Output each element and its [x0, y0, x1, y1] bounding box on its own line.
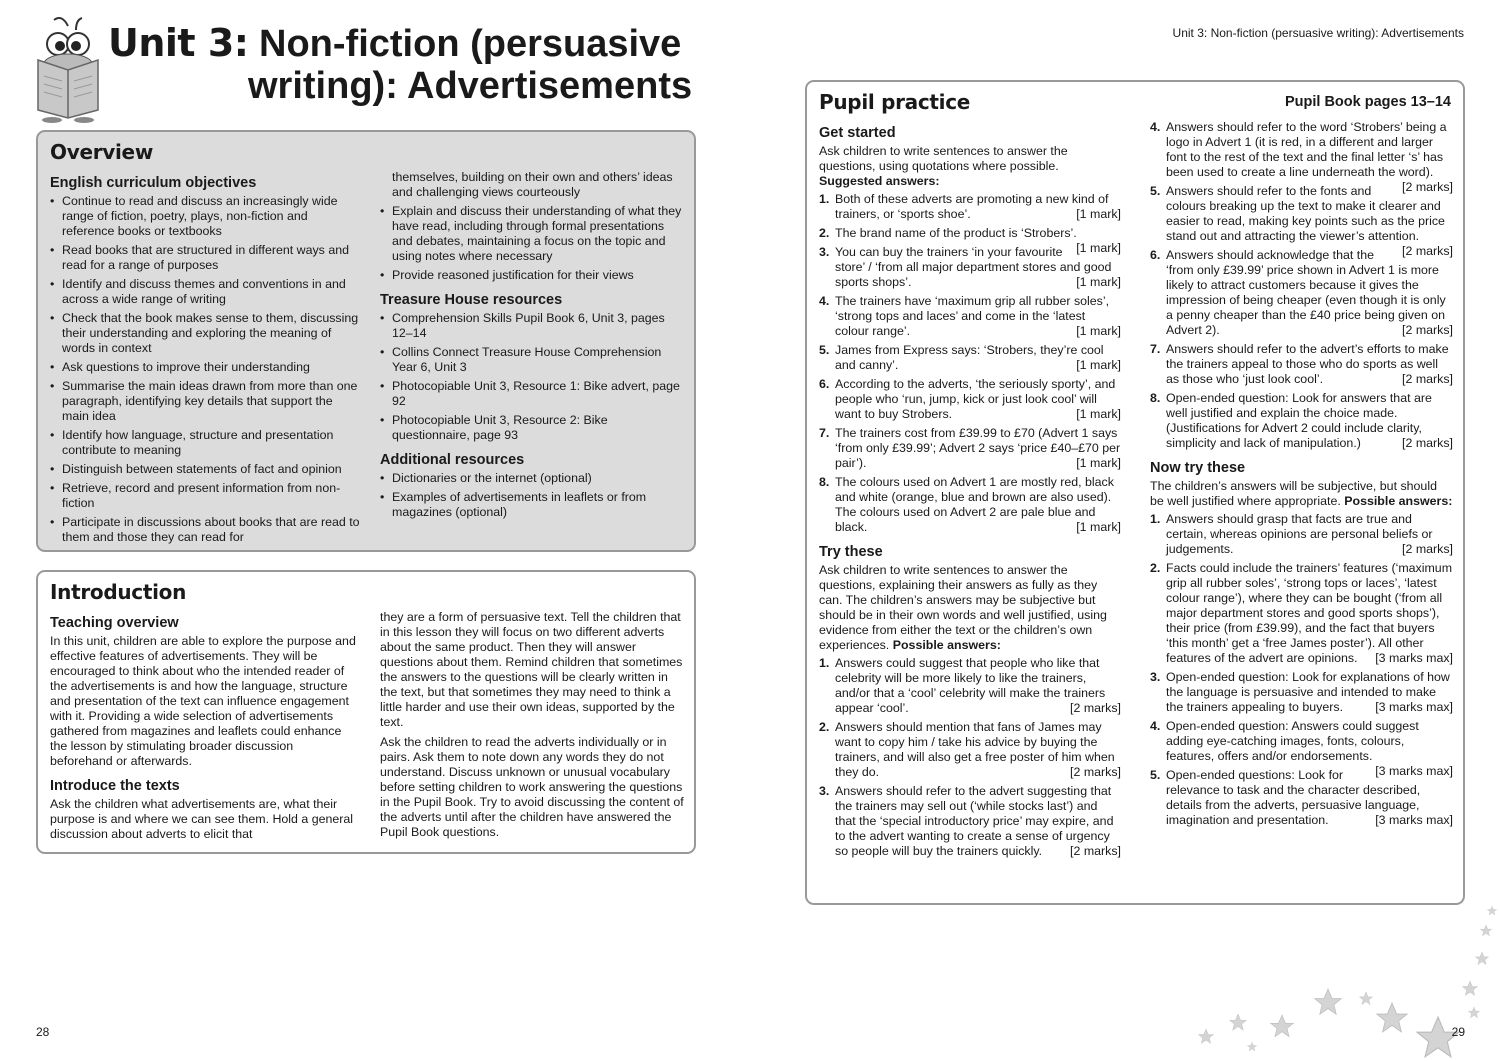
- marks-label: [3 marks max]: [1375, 813, 1453, 827]
- list-item: • Identify how language, structure and presentation contribute to meaning: [50, 428, 360, 458]
- answer-text: Answers should mention that fans of James may want to copy him / take his advice by buying the trainers, and will also get a free poster of him when they do.: [835, 720, 1115, 779]
- answer-number: 3.: [819, 245, 830, 259]
- answer-number: 1.: [1150, 512, 1161, 526]
- get-started-heading: Get started: [819, 125, 896, 141]
- answer-text: Open-ended question: Look for explanations of how the language is persuasive and intended to make the trainers appealing to buyers.: [1166, 670, 1450, 714]
- now-try-these-heading: Now try these: [1150, 460, 1246, 476]
- answer-item: [1150, 248, 1453, 338]
- answer-number: 2.: [1150, 561, 1161, 575]
- list-item: • Photocopiable Unit 3, Resource 2: Bike questionnaire, page 93: [380, 413, 686, 443]
- answer-number: 1.: [819, 192, 830, 206]
- title-line-1: Non-fiction (persuasive: [259, 23, 682, 65]
- decorative-stars-icon: [1170, 901, 1500, 1061]
- list-item: • Ask questions to improve their understanding: [50, 360, 360, 375]
- answer-item: [1150, 719, 1453, 778]
- objectives-list-continued: [380, 204, 686, 283]
- marks-label: [1 mark]: [1076, 324, 1121, 338]
- overview-box: [36, 130, 696, 552]
- introduce-texts-text: Ask the children what advertisements are, what their purpose is and where we can see them. Hold a general discussion about adverts to elicit that: [50, 797, 354, 841]
- answer-item: [1150, 512, 1453, 557]
- marks-label: [1 mark]: [1076, 275, 1121, 289]
- list-item: • Participate in discussions about books that are read to them and those they can read for: [50, 515, 360, 545]
- marks-label: [3 marks max]: [1375, 651, 1453, 665]
- list-item: • Identify and discuss themes and conventions in and across a wide range of writing: [50, 277, 360, 307]
- answer-number: 4.: [819, 294, 830, 308]
- answer-text: James from Express says: ‘Strobers, they’re cool and canny’.: [835, 343, 1104, 372]
- answer-item: [1150, 561, 1453, 666]
- answer-item: [1150, 120, 1453, 194]
- answer-number: 5.: [1150, 768, 1161, 782]
- answer-text: Open-ended question: Look for answers that are well justified and explain the choice made. (Justifications for Advert 2 could include clarity, simplicity and lack of manipulation.): [1166, 391, 1432, 450]
- list-item: • Photocopiable Unit 3, Resource 1: Bike advert, page 92: [380, 379, 686, 409]
- running-header: Unit 3: Non-fiction (persuasive writing): Advertisements: [1172, 26, 1464, 40]
- marks-label: [2 marks]: [1402, 323, 1453, 337]
- possible-answers-label: Possible answers:: [892, 638, 1001, 652]
- introduction-box: [36, 570, 696, 854]
- marks-label: [2 marks]: [1070, 844, 1121, 858]
- additional-resources-list: [380, 471, 686, 520]
- marks-label: [2 marks]: [1070, 701, 1121, 715]
- list-item: • Check that the book makes sense to them, discussing their understanding and exploring the meaning of words in context: [50, 311, 360, 356]
- pupil-practice-box: [805, 80, 1465, 905]
- answer-item: [819, 720, 1121, 780]
- objectives-list: [50, 194, 360, 545]
- pupil-right-column: [1150, 120, 1453, 832]
- list-item: • Comprehension Skills Pupil Book 6, Unit 3, pages 12–14: [380, 311, 686, 341]
- answer-text: The trainers cost from £39.99 to £70 (Advert 1 says ‘from only £39.99’; Advert 2 says ‘price £40–£70 per pair’).: [835, 426, 1121, 470]
- answer-number: 4.: [1150, 719, 1161, 733]
- list-item: • Continue to read and discuss an increasingly wide range of fiction, poetry, plays, non-fiction and reference books or textbooks: [50, 194, 360, 239]
- marks-label: [1 mark]: [1076, 456, 1121, 470]
- list-item: • Summarise the main ideas drawn from more than one paragraph, identifying key details that support the main idea: [50, 379, 360, 424]
- answer-text: Answers should grasp that facts are true and certain, whereas opinions are personal beliefs or judgements.: [1166, 512, 1433, 556]
- answer-item: [819, 226, 1121, 255]
- marks-label: [3 marks max]: [1375, 764, 1453, 778]
- suggested-answers-label: Suggested answers:: [819, 174, 940, 188]
- introduce-texts-heading: Introduce the texts: [50, 778, 180, 794]
- answer-number: 8.: [819, 475, 830, 489]
- marks-label: [1 mark]: [1076, 358, 1121, 372]
- list-item: • Examples of advertisements in leaflets or from magazines (optional): [380, 490, 686, 520]
- answer-text: Answers could suggest that people who like that celebrity will be more likely to like the trainers, and/or that a ‘cool’ celebrity will make the trainers appear ‘cool’.: [835, 656, 1106, 715]
- answer-number: 6.: [1150, 248, 1161, 262]
- page-number: 29: [1451, 1025, 1465, 1039]
- answer-text: According to the adverts, ‘the seriously sporty’, and people who ‘run, jump, kick or just look cool’ will want to buy Strobers.: [835, 377, 1116, 421]
- answer-number: 3.: [819, 784, 830, 798]
- now-try-these-answers: [1150, 512, 1453, 828]
- page-title: [108, 22, 692, 107]
- overview-heading: Overview: [50, 140, 154, 164]
- answer-item: [819, 343, 1121, 373]
- marks-label: [2 marks]: [1402, 372, 1453, 386]
- try-these-intro-text: Ask children to write sentences to answer the questions, explaining their answers as fully as they can. The children’s answers may be subjective but should be in their own words and well justified, using evidence from either the text or the children’s own experiences.: [819, 563, 1107, 652]
- list-item: • Provide reasoned justification for their views: [380, 268, 686, 283]
- answer-item: [819, 294, 1121, 339]
- answer-text: Open-ended question: Answers could suggest adding eye-catching images, fonts, colours, features, offers and/or endorsements.: [1166, 719, 1419, 763]
- objectives-heading: English curriculum objectives: [50, 175, 257, 191]
- answer-number: 2.: [819, 720, 830, 734]
- answer-text: The colours used on Advert 1 are mostly red, black and white (orange, blue and brown are also used). The colours used on Advert 2 are pale blue and black.: [835, 475, 1114, 534]
- unit-label: Unit 3:: [108, 21, 249, 65]
- answer-item: [1150, 768, 1453, 828]
- title-line-2: writing): Advertisements: [248, 65, 693, 107]
- introduction-left-column: [50, 610, 356, 847]
- try-these-heading: Try these: [819, 544, 883, 560]
- answer-text: Answers should refer to the advert’s efforts to make the trainers appeal to those who do sports as well as those who ‘just look cool’.: [1166, 342, 1449, 386]
- answer-number: 7.: [819, 426, 830, 440]
- marks-label: [3 marks max]: [1375, 700, 1453, 714]
- list-item: • Collins Connect Treasure House Comprehension Year 6, Unit 3: [380, 345, 686, 375]
- marks-label: [2 marks]: [1402, 436, 1453, 450]
- treasure-house-heading: Treasure House resources: [380, 292, 563, 308]
- now-try-these-intro: [1150, 479, 1453, 509]
- answer-text: Answers should refer to the word ‘Strobers’ being a logo in Advert 1 (it is red, in a different and larger font to the rest of the text and the final letter ‘s’ has been used to create a line underneath the word).: [1166, 120, 1447, 179]
- answer-number: 8.: [1150, 391, 1161, 405]
- teaching-overview-text: In this unit, children are able to explore the purpose and effective features of advertisements. They will be encouraged to think about who the intended reader of the advertisements is and how the language, structure and presentation of the text can influence engagement with it. Providing a wide selection of advertisements gathered from magazines and leaflets could enhance the lesson by stimulating broader discussion beforehand or afterwards.: [50, 634, 356, 768]
- answer-text: Answers should acknowledge that the ‘from only £39.99’ price shown in Advert 1 is more likely to attract customers because it gives the impression of being cheaper (even though it is only a penny cheaper than the £40 price being given on Advert 2).: [1166, 248, 1446, 337]
- try-these-answers-continued: [1150, 120, 1453, 451]
- get-started-answers: [819, 192, 1121, 535]
- answer-text: Answers should refer to the advert suggesting that the trainers may sell out (‘while stocks last’) and that the ‘special introductory price’ may expire, and to the advert wanting to create a sense of urgency so people will buy the trainers quickly.: [835, 784, 1114, 858]
- marks-label: [2 marks]: [1402, 180, 1453, 194]
- answer-item: [1150, 342, 1453, 387]
- answer-item: [1150, 670, 1453, 715]
- answer-item: [819, 245, 1121, 290]
- try-these-answers: [819, 656, 1121, 859]
- objectives-continued: themselves, building on their own and others’ ideas and challenging views courteously: [392, 170, 673, 199]
- pupil-left-column: [819, 120, 1121, 863]
- answer-text: Open-ended questions: Look for relevance to task and the character described, details from the adverts, persuasive language, imagination and presentation.: [1166, 768, 1421, 827]
- answer-item: [819, 475, 1121, 535]
- answer-number: 6.: [819, 377, 830, 391]
- answer-text: Answers should refer to the fonts and colours breaking up the text to make it clearer and easier to read, making key points such as the price stand out and attracting the viewer’s attention.: [1166, 184, 1445, 243]
- answer-text: The brand name of the product is ‘Strobers’.: [835, 226, 1077, 240]
- answer-number: 5.: [1150, 184, 1161, 198]
- teaching-overview-heading: Teaching overview: [50, 615, 179, 631]
- answer-number: 3.: [1150, 670, 1161, 684]
- answer-item: [819, 377, 1121, 422]
- answer-item: [1150, 184, 1453, 258]
- marks-label: [2 marks]: [1070, 765, 1121, 779]
- answer-number: 1.: [819, 656, 830, 670]
- pupil-practice-heading: Pupil practice: [819, 90, 971, 114]
- right-page: [750, 0, 1500, 1061]
- introduction-heading: Introduction: [50, 580, 187, 604]
- marks-label: [2 marks]: [1402, 244, 1453, 258]
- answer-text: The trainers have ‘maximum grip all rubber soles’, ‘strong tops and laces’ and come in the ‘latest colour range’.: [835, 294, 1110, 338]
- answer-number: 4.: [1150, 120, 1161, 134]
- answer-item: [819, 656, 1121, 716]
- list-item: • Explain and discuss their understanding of what they have read, including through formal presentations and debates, maintaining a focus on the topic and using notes where necessary: [380, 204, 686, 264]
- get-started-intro: Ask children to write sentences to answer the questions, using quotations where possible.: [819, 144, 1068, 173]
- marks-label: [1 mark]: [1076, 520, 1121, 534]
- marks-label: [2 marks]: [1402, 542, 1453, 556]
- pupil-book-pages: Pupil Book pages 13–14: [1284, 94, 1451, 110]
- additional-resources-heading: Additional resources: [380, 452, 525, 468]
- list-item: • Retrieve, record and present information from non-fiction: [50, 481, 360, 511]
- answer-text: You can buy the trainers ‘in your favourite store’ / ‘from all major department stores and good sports shops’.: [835, 245, 1112, 289]
- list-item: • Dictionaries or the internet (optional): [380, 471, 686, 486]
- marks-label: [1 mark]: [1076, 407, 1121, 421]
- overview-right-column: [380, 170, 686, 524]
- treasure-house-list: [380, 311, 686, 443]
- answer-text: Both of these adverts are promoting a new kind of trainers, or ‘sports shoe’.: [835, 192, 1109, 221]
- marks-label: [1 mark]: [1076, 207, 1121, 221]
- answer-number: 2.: [819, 226, 830, 240]
- now-try-these-intro-text: The children’s answers will be subjective, but should be well justified where appropriate.: [1150, 479, 1437, 508]
- marks-label: [1 mark]: [1076, 241, 1121, 255]
- possible-answers-label: Possible answers:: [1344, 494, 1453, 508]
- answer-number: 5.: [819, 343, 830, 357]
- introduction-right-column: [380, 610, 686, 845]
- answer-item: [819, 426, 1121, 471]
- list-item: • Distinguish between statements of fact and opinion: [50, 462, 360, 477]
- introduction-paragraph: they are a form of persuasive text. Tell the children that in this lesson they will focus on two different adverts about the same product. Then they will answer questions about them. Remind children that sometimes the answers to the questions will be clearly written in the text, but that sometimes they may need to think a little harder and use their own ideas, supported by the text.: [380, 610, 683, 729]
- answer-item: [819, 784, 1121, 859]
- reading-bug-mascot-icon: [34, 14, 106, 124]
- answer-item: [819, 192, 1121, 222]
- introduction-paragraph: Ask the children to read the adverts individually or in pairs. Ask them to note down any words they do not understand. Discuss unknown or unusual vocabulary before setting children to work answering the questions in the Pupil Book. Try to avoid discussing the content of the adverts until after the children have answered the Pupil Book questions.: [380, 735, 684, 839]
- page-number: 28: [36, 1025, 50, 1039]
- answer-number: 7.: [1150, 342, 1161, 356]
- list-item: • Read books that are structured in different ways and read for a range of purposes: [50, 243, 360, 273]
- answer-item: [1150, 391, 1453, 451]
- answer-text: Facts could include the trainers’ features (‘maximum grip all rubber soles’, ‘strong tops or laces’, ‘latest colour range’), where they can be bought (‘from all major department stores and good sports shops’), their price (from £39.99), and the fact that buyers ‘this month’ get a ‘free James poster’). All other features of the advert are opinions.: [1166, 561, 1453, 665]
- try-these-intro: [819, 563, 1121, 653]
- overview-left-column: [50, 170, 360, 549]
